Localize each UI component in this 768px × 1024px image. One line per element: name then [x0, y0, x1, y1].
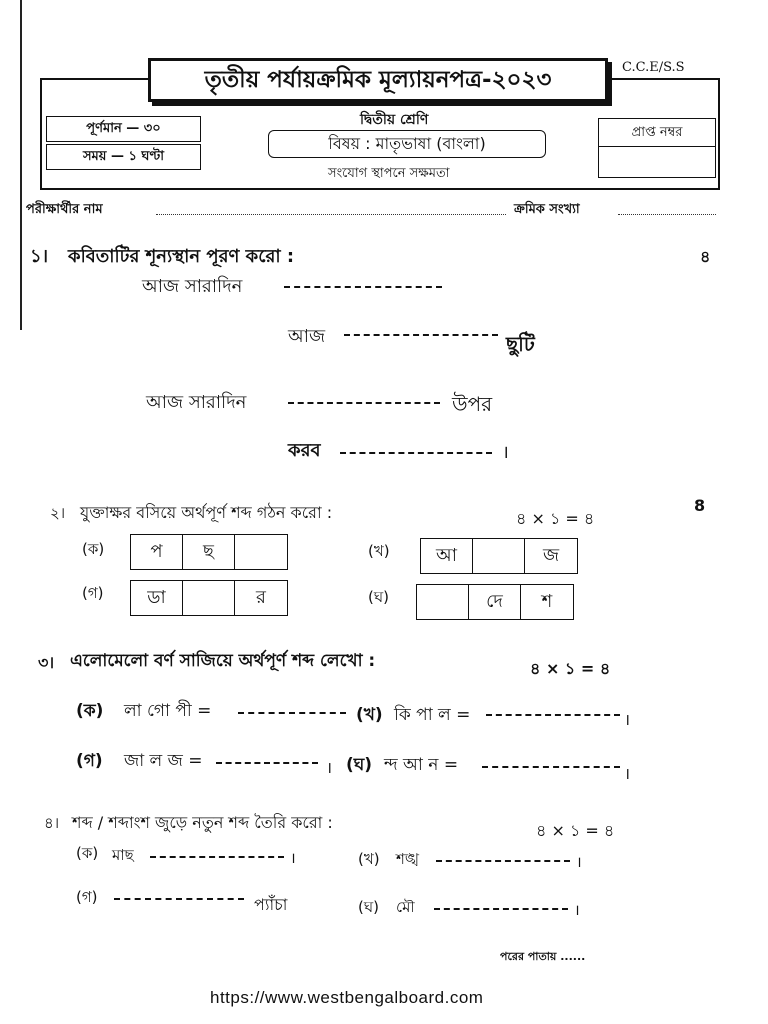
- q1-line4-blank[interactable]: [340, 452, 492, 454]
- q1-line4-start: করব: [288, 440, 321, 461]
- q1-line3-end: উপর: [452, 392, 493, 416]
- q4-item-d-label: (ঘ): [358, 898, 379, 916]
- q4-item-b-end: ।: [576, 853, 582, 871]
- candidate-name-field[interactable]: [156, 214, 506, 215]
- q2-side-mark: 8: [694, 496, 706, 515]
- q4-item-a-blank[interactable]: [150, 856, 284, 858]
- q1-line2-start: আজ: [288, 326, 326, 347]
- q2-b-cell-1: আ: [421, 539, 473, 573]
- q3-item-d-letters: ন্দ আ ন =: [384, 755, 459, 775]
- time: সময় — ১ ঘণ্টা: [82, 149, 165, 164]
- q4-item-a-word: মাছ: [112, 846, 134, 864]
- q2-item-a-label: (ক): [82, 540, 105, 558]
- q2-item-d-boxes: [416, 584, 574, 620]
- q1-marks: ৪: [700, 247, 711, 266]
- q4-item-d-word: মৌ: [396, 898, 415, 916]
- q2-item-d-label: (ঘ): [368, 588, 389, 606]
- q1-line3-start: আজ সারাদিন: [146, 392, 247, 413]
- q3-item-c-blank[interactable]: [216, 762, 318, 764]
- q3-item-b-label: (খ): [356, 705, 383, 725]
- q4-item-b-label: (খ): [358, 850, 380, 868]
- q3-number: ৩।: [38, 653, 55, 672]
- exam-code: C.C.E/S.S: [622, 60, 685, 75]
- q2-item-b-boxes: [420, 538, 578, 574]
- q4-item-d-end: ।: [574, 901, 580, 919]
- subtitle: সংযোগ স্থাপনে সক্ষমতা: [328, 166, 450, 181]
- q2-text: যুক্তাক্ষর বসিয়ে অর্থপূর্ণ শব্দ গঠন করো :: [80, 503, 333, 522]
- q4-item-c-blank[interactable]: [114, 898, 244, 900]
- candidate-name-label: পরীক্ষার্থীর নাম: [26, 202, 103, 217]
- q1-line3-blank[interactable]: [288, 402, 440, 404]
- q2-a-cell-2: ছ: [183, 535, 235, 569]
- serial-field[interactable]: [618, 214, 716, 215]
- q4-item-a-end: ।: [290, 849, 296, 867]
- q4-item-d-blank[interactable]: [434, 908, 568, 910]
- subject: বিষয় : মাতৃভাষা (বাংলা): [328, 134, 486, 153]
- q2-c-cell-3: র: [256, 587, 266, 608]
- q2-b-cell-2[interactable]: [473, 539, 525, 573]
- q4-item-a-label: (ক): [76, 844, 99, 862]
- q3-item-a-letters: লা গো পী =: [124, 701, 212, 721]
- q2-number: ২।: [50, 504, 66, 522]
- q2-a-cell-3[interactable]: [235, 535, 287, 569]
- q4-item-c-word: প্যাঁচা: [254, 895, 288, 914]
- q3-item-b-blank[interactable]: [486, 714, 620, 716]
- q3-item-d-blank[interactable]: [482, 766, 620, 768]
- marks-obtained-box: [598, 118, 716, 178]
- q1-text: কবিতাটির শূন্যস্থান পূরণ করো :: [68, 246, 295, 267]
- subject-box: [268, 130, 546, 158]
- q3-marks: ৪ × ১ = ৪: [530, 659, 611, 678]
- q2-item-c-boxes: [130, 580, 288, 616]
- q2-item-a-boxes: [130, 534, 288, 570]
- q2-d-cell-3: শ: [541, 591, 553, 612]
- q2-c-cell-2[interactable]: [183, 581, 235, 615]
- q3-item-d-end: ।: [624, 764, 631, 783]
- q2-a-cell-1: প: [131, 535, 183, 569]
- q2-item-c-label: (গ): [82, 584, 104, 602]
- q4-number: ৪।: [44, 814, 60, 832]
- q3-text: এলোমেলো বর্ণ সাজিয়ে অর্থপূর্ণ শব্দ লেখো :: [70, 651, 376, 671]
- serial-label: ক্রমিক সংখ্যা: [514, 202, 580, 217]
- q2-d-cell-2: দে: [469, 585, 521, 619]
- q4-item-b-word: শঙ্খ: [396, 850, 419, 868]
- q4-item-b-blank[interactable]: [436, 860, 570, 862]
- q1-line1-blank[interactable]: [284, 286, 442, 288]
- q3-item-b-end: ।: [624, 710, 631, 729]
- q4-text: শব্দ / শব্দাংশ জুড়ে নতুন শব্দ তৈরি করো :: [72, 813, 333, 832]
- left-margin-line: [20, 0, 22, 330]
- class-label: দ্বিতীয় শ্রেণি: [360, 112, 429, 128]
- q3-item-d-label: (ঘ): [346, 755, 373, 775]
- q2-marks: ৪ × ১ = ৪: [516, 509, 595, 528]
- q4-marks: ৪ × ১ = ৪: [536, 821, 615, 840]
- q4-item-c-label: (গ): [76, 888, 98, 906]
- full-marks: পূর্ণমান — ৩০: [86, 121, 161, 136]
- q2-item-b-label: (খ): [368, 542, 390, 560]
- q2-b-cell-3: জ: [542, 545, 560, 566]
- q3-item-b-letters: কি পা ল =: [394, 705, 471, 725]
- q2-c-cell-1: ডা: [131, 581, 183, 615]
- q3-item-a-label: (ক): [76, 701, 104, 721]
- time-box: [46, 144, 201, 170]
- q3-item-c-label: (গ): [76, 751, 103, 771]
- q1-line1-start: আজ সারাদিন: [142, 276, 243, 297]
- next-page-note: পরের পাতায় ......: [500, 950, 586, 963]
- q1-number: ১।: [30, 246, 49, 267]
- q3-item-c-letters: জা ল জ =: [124, 751, 203, 771]
- full-marks-box: [46, 116, 201, 142]
- q3-item-c-end: ।: [326, 758, 333, 777]
- q2-d-cell-1[interactable]: [417, 585, 469, 619]
- q3-item-a-blank[interactable]: [238, 712, 346, 714]
- q1-line4-end: ।: [502, 442, 509, 463]
- website-url[interactable]: https://www.westbengalboard.com: [210, 988, 484, 1007]
- marks-obtained-label: প্রাপ্ত নম্বর: [599, 119, 715, 147]
- q1-line2-end: ছুটি: [506, 332, 535, 356]
- q1-line2-blank[interactable]: [344, 334, 498, 336]
- exam-title: তৃতীয় পর্যায়ক্রমিক মূল্যায়নপত্র-২০২৩: [148, 58, 608, 102]
